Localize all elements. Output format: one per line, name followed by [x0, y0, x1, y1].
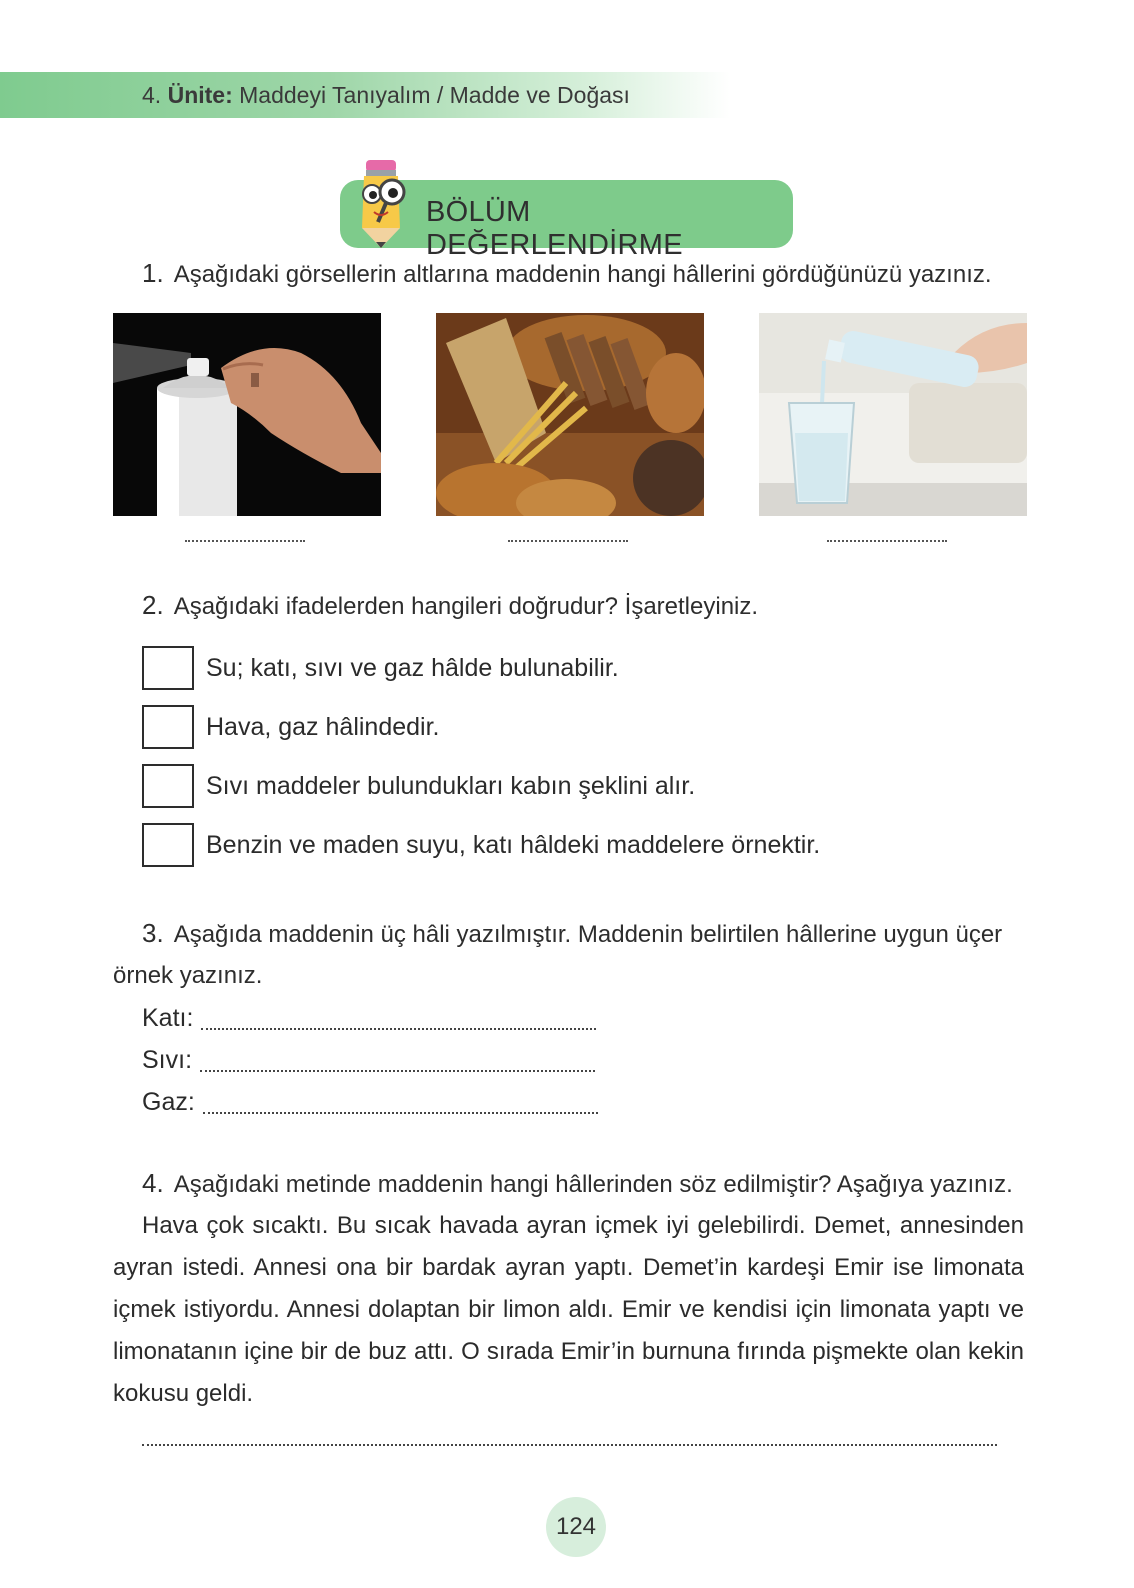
liquid-label: Sıvı:: [142, 1046, 193, 1074]
unit-header: [142, 82, 630, 109]
gas-label: Gaz:: [142, 1088, 195, 1116]
page-number: 124: [546, 1497, 606, 1557]
spray-can-photo: [113, 313, 381, 516]
unit-number: 4.: [142, 82, 162, 108]
question-4-passage: Hava çok sıcaktı. Bu sıcak havada ayran içmek iyi gelebilirdi. Demet, annesinden ayran istedi. Annesi ona bir bardak ayran yaptı. Demet’in kardeşi Emir ise limonata içmek istiyordu. Annesi dolaptan bir limon aldı. Emir ve kendisi için limonata yaptı ve limonatanın içine bir de buz attı. O sırada Emir’in burnuna fırında pişmekte olan kekin kokusu geldi.: [113, 1212, 1024, 1407]
unit-title: Maddeyi Tanıyalım / Madde ve Doğası: [239, 82, 630, 108]
water-glass-photo: [759, 313, 1027, 516]
statement-checkbox[interactable]: [142, 764, 194, 808]
solid-example-row: [142, 998, 596, 1038]
liquid-example-row: [142, 1040, 595, 1080]
answer-blank-1[interactable]: [185, 536, 305, 542]
unit-label: Ünite:: [167, 82, 233, 108]
question-3-text-line1: Aşağıda maddenin üç hâli yazılmıştır. Maddenin belirtilen hâllerine uygun üçer: [173, 921, 1003, 948]
answer-blank-3[interactable]: [827, 536, 947, 542]
statement-checkbox[interactable]: [142, 646, 194, 690]
question-4-answer-line[interactable]: [142, 1440, 997, 1446]
question-1-text: Aşağıdaki görsellerin altlarına maddenin hangi hâllerini gördüğünüzü yazınız.: [173, 261, 992, 288]
statement-text: Sıvı maddeler bulundukları kabın şeklini alır.: [206, 772, 696, 800]
statement-checkbox[interactable]: [142, 823, 194, 867]
question-4-text: Aşağıdaki metinde maddenin hangi hâllerinden söz edilmiştir? Aşağıya yazınız.: [173, 1171, 1013, 1198]
question-2: [142, 584, 758, 628]
solid-label: Katı:: [142, 1004, 194, 1032]
question-4-number: 4.: [142, 1168, 164, 1198]
bread-photo: [436, 313, 704, 516]
question-2-text: Aşağıdaki ifadelerden hangileri doğrudur? İşaretleyiniz.: [173, 593, 759, 620]
answer-blank-2[interactable]: [508, 536, 628, 542]
liquid-answer-line[interactable]: [200, 1050, 595, 1072]
question-3-text-line2: örnek yazınız.: [113, 962, 263, 989]
question-3: [142, 912, 1024, 956]
question-1-number: 1.: [142, 258, 164, 288]
gas-answer-line[interactable]: [203, 1092, 598, 1114]
question-3-number: 3.: [142, 918, 164, 948]
statement-text: Hava, gaz hâlindedir.: [206, 713, 440, 741]
statement-text: Benzin ve maden suyu, katı hâldeki maddelere örnektir.: [206, 831, 821, 859]
gas-example-row: [142, 1082, 598, 1122]
statement-checkbox[interactable]: [142, 705, 194, 749]
statement-text: Su; katı, sıvı ve gaz hâlde bulunabilir.: [206, 654, 619, 682]
solid-answer-line[interactable]: [201, 1008, 596, 1030]
question-1: [142, 252, 992, 296]
question-2-number: 2.: [142, 590, 164, 620]
pencil-mascot-icon: [352, 158, 414, 250]
question-4: [142, 1162, 1013, 1206]
section-title: BÖLÜM DEĞERLENDİRME: [426, 196, 683, 261]
